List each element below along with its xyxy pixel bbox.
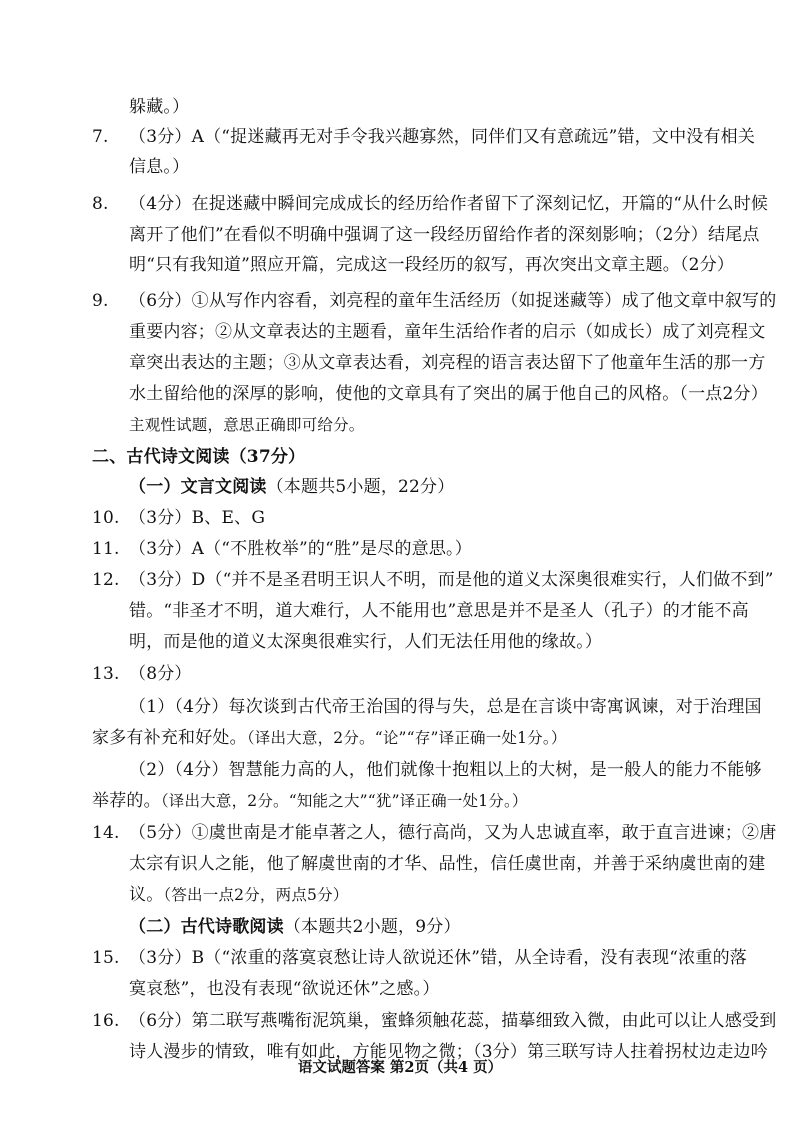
item-text-line: 水土留给他的深厚的影响，使他的文章具有了突出的属于他自己的风格。（一点2分） <box>129 384 768 404</box>
subsection-info: （本题共2小题，9分） <box>283 917 461 937</box>
item-number: 16. <box>92 1011 120 1031</box>
item-text: 议。 <box>129 885 164 905</box>
item-text-line: 重要内容；②从文章表达的主题看，童年生活给作者的启示（如成长）成了刘亮程文 <box>129 322 766 342</box>
item-text-line: （4分）在捉迷藏中瞬间完成成长的经历给作者留下了深刻记忆，开篇的“从什么时候 <box>129 194 769 214</box>
item-text: 举荐的。 <box>92 791 161 811</box>
item-text-line: （8分） <box>129 664 192 684</box>
item-text-line: （2）（4分）智慧能力高的人，他们就像十抱粗以上的大树，是一般人的能力不能够 <box>129 760 762 780</box>
item-number: 15. <box>92 948 120 968</box>
item-text-line: 诗人漫步的情致，唯有如此，方能见物之微；（3分）第三联写诗人拄着拐杖边走边吟 <box>129 1042 768 1062</box>
item-number: 11. <box>92 539 120 559</box>
subsection-heading <box>129 476 454 498</box>
item-number: 13. <box>92 664 120 684</box>
item-text-line <box>129 884 348 906</box>
section-heading: 二、古代诗文阅读（37分） <box>92 447 306 467</box>
item-text: 家多有补充和好处。 <box>92 728 247 748</box>
item-number: 14. <box>92 823 120 843</box>
page-footer: 语文试题答案 第2页（共4 页） <box>297 1059 503 1076</box>
item-text-line: （1）（4分）每次谈到古代帝王治国的得与失，总是在言谈中寄寓讽谏，对于治理国 <box>129 697 762 717</box>
item-number: 9. <box>92 291 109 311</box>
item-number: 12. <box>92 570 120 590</box>
item-text-line: 明，而是他的道义太深奥很难实行，人们无法任用他的缘故。） <box>129 632 603 652</box>
item-text-line: 明“只有我知道”照应开篇，完成这一段经历的叙写，再次突出文章主题。（2分） <box>129 255 735 275</box>
item-text-line: （3分）B、E、G <box>129 508 266 528</box>
item-text-line: 离开了他们”在看似不明确中强调了这一段经历留给作者的深刻影响；（2分）结尾点 <box>129 225 760 245</box>
item-text-line: （5分）①虞世南是才能卓著之人，德行高尚，又为人忠诚直率，敢于直言进谏；②唐 <box>129 823 777 843</box>
item-text-line: 信息。） <box>129 157 190 177</box>
subsection-label: （一）文言文阅读 <box>129 477 267 497</box>
grading-note: （译出大意，2分。“知能之大”“犹”译正确一处1分。） <box>160 792 528 810</box>
item-text-line: （3分）A（“捉迷藏再无对手令我兴趣寡然，同伴们又有意疏远”错，文中没有相关 <box>129 127 756 147</box>
item-text-line: （6分）①从写作内容看，刘亮程的童年生活经历（如捉迷藏等）成了他文章中叙写的 <box>129 291 777 311</box>
grading-note: 主观性试题，意思正确即可给分。 <box>129 416 365 434</box>
item-text-line: （3分）A（“不胜枚举”的“胜”是尽的意思。） <box>129 539 472 559</box>
subsection-label: （二）古代诗歌阅读 <box>129 917 284 937</box>
item-number: 7. <box>92 127 109 147</box>
item-text-line <box>92 790 528 812</box>
item-6-tail: 躲藏。） <box>129 97 190 117</box>
subsection-heading <box>129 916 461 938</box>
item-text-line: （3分）B（“浓重的落寞哀愁让诗人欲说还休”错，从全诗看，没有表现“浓重的落 <box>129 948 747 968</box>
item-text-line: 太宗有识人之能，他了解虞世南的才华、品性，信任虞世南，并善于采纳虞世南的建 <box>129 854 766 874</box>
item-text-line <box>92 727 567 749</box>
item-text-line: 寞哀愁”，也没有表现“欲说还休”之感。） <box>129 979 440 999</box>
subsection-info: （本题共5小题，22分） <box>266 477 455 497</box>
item-text-line: 章突出表达的主题；③从文章表达看，刘亮程的语言表达留下了他童年生活的那一方 <box>129 353 766 373</box>
item-number: 10. <box>92 508 120 528</box>
item-text-line: （6分）第二联写燕嘴衔泥筑巢，蜜蜂须触花蕊，描摹细致入微，由此可以让人感受到 <box>129 1011 777 1031</box>
item-text-line: （3分）D（“并不是圣君明王识人不明，而是他的道义太深奥很难实行，人们做不到” <box>129 570 774 590</box>
grading-note: （译出大意，2分。“论”“存”译正确一处1分。） <box>246 729 567 747</box>
item-text-line: 错。“非圣才不明，道大难行，人不能用也”意思是并不是圣人（孔子）的才能不高 <box>129 601 749 621</box>
item-number: 8. <box>92 194 109 214</box>
grading-note: （答出一点2分，两点5分） <box>163 886 349 904</box>
